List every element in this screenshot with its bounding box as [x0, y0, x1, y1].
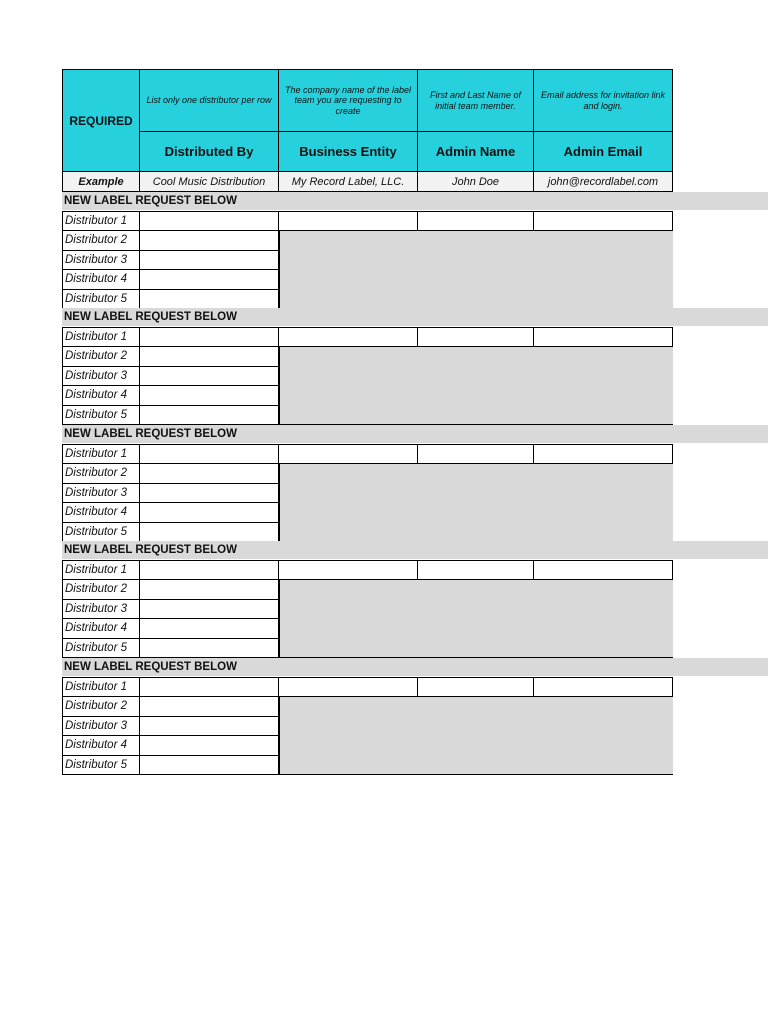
admin-name-description: First and Last Name of initial team member. — [418, 69, 534, 131]
distributed-by-input[interactable] — [140, 464, 279, 483]
business-entity-input[interactable] — [279, 328, 418, 347]
distributor-label: Distributor 1 — [62, 328, 140, 347]
distributed-by-input[interactable] — [140, 406, 279, 425]
business-entity-input[interactable] — [279, 678, 418, 697]
distributed-by-input[interactable] — [140, 484, 279, 503]
admin-email-input[interactable] — [534, 445, 673, 464]
admin-name-input[interactable] — [418, 328, 534, 347]
distributor-label: Distributor 2 — [62, 347, 140, 366]
distributor-label: Distributor 2 — [62, 697, 140, 716]
distributor-label: Distributor 4 — [62, 270, 140, 289]
distributor-label: Distributor 2 — [62, 580, 140, 599]
distributor-label: Distributor 1 — [62, 445, 140, 464]
column-header-distributed-by: Distributed By — [140, 131, 279, 172]
business-entity-input[interactable] — [279, 445, 418, 464]
distributor-label: Distributor 5 — [62, 756, 140, 775]
distributor-label: Distributor 1 — [62, 212, 140, 231]
distributed-by-input[interactable] — [140, 328, 279, 347]
distributor-label: Distributor 2 — [62, 464, 140, 483]
admin-name-input[interactable] — [418, 212, 534, 231]
distributor-label: Distributor 4 — [62, 619, 140, 638]
distributed-by-input[interactable] — [140, 523, 279, 542]
distributor-label: Distributor 4 — [62, 503, 140, 522]
distributor-label: Distributor 2 — [62, 231, 140, 250]
distributed-by-input[interactable] — [140, 231, 279, 250]
distributed-by-input[interactable] — [140, 290, 279, 309]
section-title: NEW LABEL REQUEST BELOW — [64, 195, 237, 207]
distributed-by-input[interactable] — [140, 717, 279, 736]
distributed-by-input[interactable] — [140, 270, 279, 289]
distributed-by-description: List only one distributor per row — [140, 69, 279, 131]
distributed-by-input[interactable] — [140, 619, 279, 638]
distributor-label: Distributor 5 — [62, 406, 140, 425]
example-label: Example — [62, 172, 140, 192]
column-header-admin-email: Admin Email — [534, 131, 673, 172]
distributed-by-input[interactable] — [140, 367, 279, 386]
distributed-by-input[interactable] — [140, 580, 279, 599]
business-entity-input[interactable] — [279, 561, 418, 580]
distributed-by-input[interactable] — [140, 736, 279, 755]
section-title: NEW LABEL REQUEST BELOW — [64, 544, 237, 556]
distributor-label: Distributor 3 — [62, 367, 140, 386]
example-admin-name: John Doe — [418, 172, 534, 192]
unused-area — [279, 580, 673, 658]
distributor-label: Distributor 3 — [62, 600, 140, 619]
section-title: NEW LABEL REQUEST BELOW — [64, 661, 237, 673]
distributor-label: Distributor 1 — [62, 561, 140, 580]
admin-name-input[interactable] — [418, 445, 534, 464]
distributor-label: Distributor 3 — [62, 717, 140, 736]
distributor-label: Distributor 4 — [62, 386, 140, 405]
distributed-by-input[interactable] — [140, 639, 279, 658]
column-header-business-entity: Business Entity — [279, 131, 418, 172]
unused-area — [279, 697, 673, 775]
distributor-label: Distributor 3 — [62, 251, 140, 270]
example-distributed-by: Cool Music Distribution — [140, 172, 279, 192]
distributed-by-input[interactable] — [140, 697, 279, 716]
distributed-by-input[interactable] — [140, 212, 279, 231]
distributed-by-input[interactable] — [140, 756, 279, 775]
distributor-label: Distributor 5 — [62, 639, 140, 658]
distributed-by-input[interactable] — [140, 347, 279, 366]
admin-email-input[interactable] — [534, 678, 673, 697]
unused-area — [279, 347, 673, 425]
unused-area — [279, 464, 673, 542]
distributed-by-input[interactable] — [140, 503, 279, 522]
example-business-entity: My Record Label, LLC. — [279, 172, 418, 192]
business-entity-description: The company name of the label team you are requesting to create — [279, 69, 418, 131]
admin-name-input[interactable] — [418, 678, 534, 697]
admin-email-input[interactable] — [534, 561, 673, 580]
distributed-by-input[interactable] — [140, 600, 279, 619]
business-entity-input[interactable] — [279, 212, 418, 231]
distributed-by-input[interactable] — [140, 386, 279, 405]
section-title: NEW LABEL REQUEST BELOW — [64, 428, 237, 440]
unused-area — [279, 231, 673, 309]
distributed-by-input[interactable] — [140, 251, 279, 270]
distributed-by-input[interactable] — [140, 445, 279, 464]
distributed-by-input[interactable] — [140, 678, 279, 697]
example-admin-email: john@recordlabel.com — [534, 172, 673, 192]
distributed-by-input[interactable] — [140, 561, 279, 580]
distributor-label: Distributor 5 — [62, 290, 140, 309]
required-label: REQUIRED — [69, 113, 133, 128]
admin-name-input[interactable] — [418, 561, 534, 580]
section-bottom-rule — [279, 774, 673, 775]
distributor-label: Distributor 3 — [62, 484, 140, 503]
required-header — [62, 69, 140, 172]
distributor-label: Distributor 1 — [62, 678, 140, 697]
admin-email-input[interactable] — [534, 328, 673, 347]
column-header-admin-name: Admin Name — [418, 131, 534, 172]
distributor-label: Distributor 5 — [62, 523, 140, 542]
section-title: NEW LABEL REQUEST BELOW — [64, 311, 237, 323]
admin-email-description: Email address for invitation link and login. — [534, 69, 673, 131]
distributor-label: Distributor 4 — [62, 736, 140, 755]
admin-email-input[interactable] — [534, 212, 673, 231]
